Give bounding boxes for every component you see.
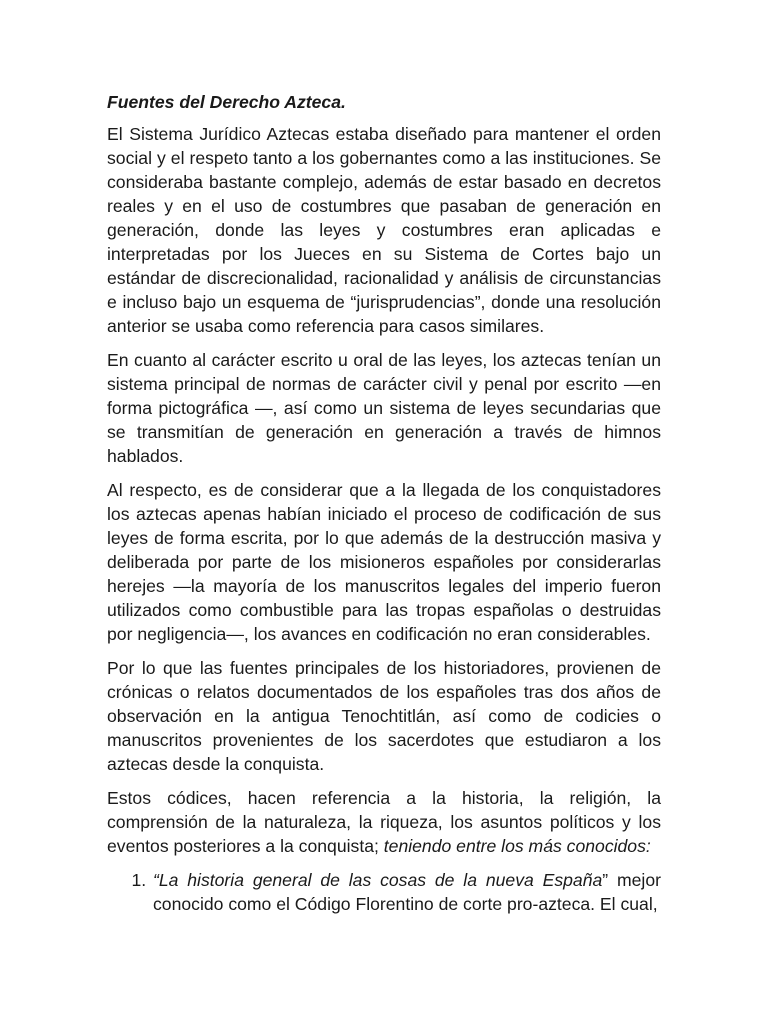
paragraph-3: Al respecto, es de considerar que a la llegada de los conquistadores los aztecas apenas habían iniciado el proceso de codificación de sus leyes de forma escrita, por lo que además de la destrucción masiva y deliberada por parte de los misioneros españoles por considerarlas herejes —la mayoría de los manuscritos legales del imperio fueron utilizados como combustible para las tropas españolas o destruidas por negligencia—, los avances en codificación no eran considerables.: [107, 480, 661, 644]
paragraph-5-italic: teniendo entre los más conocidos:: [383, 836, 651, 856]
paragraph-2: En cuanto al carácter escrito u oral de las leyes, los aztecas tenían un sistema principal de normas de carácter civil y penal por escrito —en forma pictográfica —, así como un sistema de leyes secundarias que se transmitían de generación en generación a través de himnos hablados.: [107, 350, 661, 466]
codices-list: [107, 868, 661, 916]
list-item-title: “La historia general de las cosas de la nueva España: [153, 870, 603, 890]
document-title: Fuentes del Derecho Azteca.: [107, 92, 346, 112]
paragraph-5: [107, 786, 661, 858]
paragraph-1: El Sistema Jurídico Aztecas estaba diseñado para mantener el orden social y el respeto tanto a los gobernantes como a las instituciones. Se consideraba bastante complejo, además de estar basado en decretos reales y en el uso de costumbres que pasaban de generación en generación, donde las leyes y costumbres eran aplicadas e interpretadas por los Jueces en su Sistema de Cortes bajo un estándar de discrecionalidad, racionalidad y análisis de circunstancias e incluso bajo un esquema de “jurisprudencias”, donde una resolución anterior se usaba como referencia para casos similares.: [107, 124, 661, 336]
paragraph-4: Por lo que las fuentes principales de los historiadores, provienen de crónicas o relatos documentados de los españoles tras dos años de observación en la antigua Tenochtitlán, así como de codicies o manuscritos provenientes de los sacerdotes que estudiaron a los aztecas desde la conquista.: [107, 658, 661, 774]
list-item-text: ” mejor conocido como el Código Florentino de corte pro-azteca. El cual,: [153, 870, 661, 914]
list-item: [151, 868, 661, 916]
paragraph-5-text: Estos códices, hacen referencia a la historia, la religión, la comprensión de la naturaleza, la riqueza, los asuntos políticos y los eventos posteriores a la conquista;: [107, 788, 661, 856]
